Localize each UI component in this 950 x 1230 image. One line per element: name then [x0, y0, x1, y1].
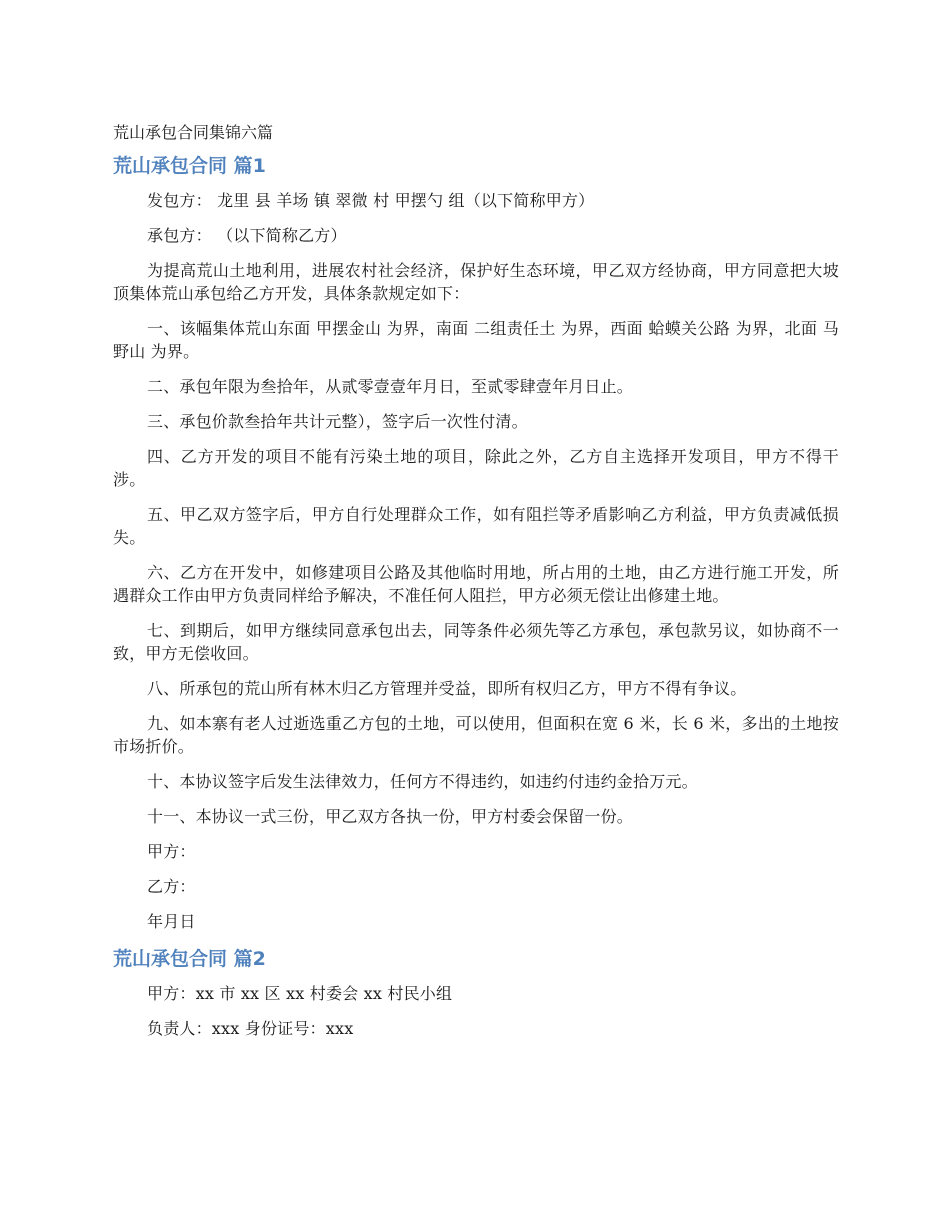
- paragraph-contractor: 承包方： （以下简称乙方）: [147, 226, 347, 245]
- section-heading-1: 荒山承包合同 篇1: [113, 155, 266, 177]
- paragraph-clause-5: 五、甲乙双方签字后，甲方自行处理群众工作，如有阻拦等矛盾影响乙方利益，甲方负责减低损失。: [113, 505, 839, 547]
- signature-party-a: 甲方：: [147, 842, 196, 861]
- paragraph-clause-11: 十一、本协议一式三份，甲乙双方各执一份，甲方村委会保留一份。: [147, 807, 634, 826]
- paragraph-preamble: 为提高荒山土地利用，进展农村社会经济，保护好生态环境，甲乙双方经协商，甲方同意把大坡顶集体荒山承包给乙方开发，具体条款规定如下：: [113, 261, 839, 303]
- paragraph-clause-6: 六、乙方在开发中，如修建项目公路及其他临时用地，所占用的土地，由乙方进行施工开发，所遇群众工作由甲方负责同样给予解决，不准任何人阻拦，甲方必须无偿让出修建土地。: [113, 563, 839, 605]
- paragraph-clause-8: 八、所承包的荒山所有林木归乙方管理并受益，即所有权归乙方，甲方不得有争议。: [147, 679, 747, 698]
- paragraph-clause-1: 一、该幅集体荒山东面 甲摆金山 为界，南面 二组责任土 为界，西面 蛤蟆关公路 为界，北面 马野山 为界。: [113, 319, 839, 361]
- paragraph-responsible-person: 负责人：xxx 身份证号：xxx: [147, 1019, 354, 1038]
- document-title: 荒山承包合同集锦六篇: [113, 123, 274, 142]
- paragraph-clause-3: 三、承包价款叁拾年共计元整），签字后一次性付清。: [147, 412, 528, 431]
- paragraph-clause-7: 七、到期后，如甲方继续同意承包出去，同等条件必须先等乙方承包，承包款另议，如协商不一致，甲方无偿收回。: [113, 621, 839, 663]
- document-body: [113, 120, 839, 1052]
- paragraph-clause-4: 四、乙方开发的项目不能有污染土地的项目，除此之外，乙方自主选择开发项目，甲方不得干涉。: [113, 447, 839, 489]
- paragraph-clause-10: 十、本协议签字后发生法律效力，任何方不得违约，如违约付违约金拾万元。: [147, 772, 698, 791]
- paragraph-party-a: 甲方：xx 市 xx 区 xx 村委会 xx 村民小组: [147, 984, 453, 1003]
- paragraph-clause-9: 九、如本寨有老人过逝选重乙方包的土地，可以使用，但面积在宽 6 米，长 6 米，多出的土地按市场折价。: [113, 714, 839, 756]
- paragraph-issuer: 发包方： 龙里 县 羊场 镇 翠微 村 甲摆勺 组（以下简称甲方）: [147, 191, 595, 210]
- signature-date: 年月日: [147, 912, 196, 931]
- signature-party-b: 乙方：: [147, 877, 196, 896]
- paragraph-clause-2: 二、承包年限为叁拾年，从贰零壹壹年月日，至贰零肆壹年月日止。: [147, 377, 634, 396]
- section-heading-2: 荒山承包合同 篇2: [113, 948, 266, 970]
